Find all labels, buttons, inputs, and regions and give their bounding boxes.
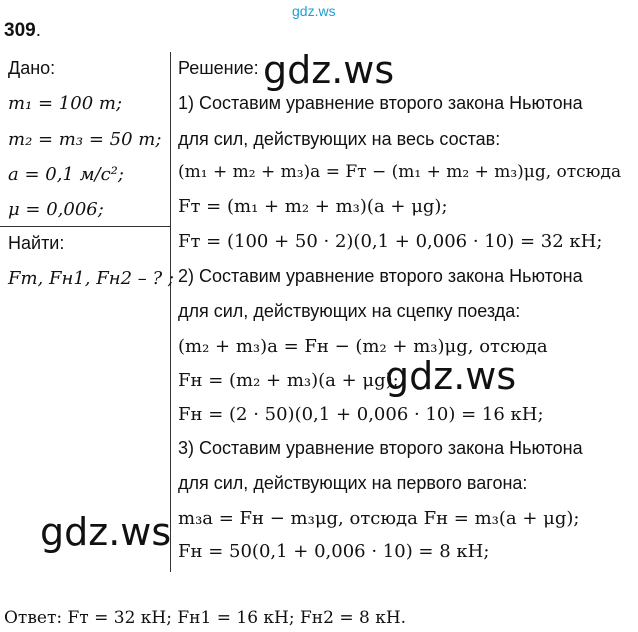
solution-line-4: Fт = (m₁ + m₂ + m₃)(a + μg); [178, 196, 448, 217]
problem-number [4, 20, 41, 42]
solution-line-12: для сил, действующих на первого вагона: [178, 473, 528, 493]
solution-label: Решение: [178, 58, 259, 78]
watermark-2: gdz.ws [385, 354, 517, 398]
solution-line-3: (m₁ + m₂ + m₃)a = Fт − (m₁ + m₂ + m₃)μg, отсюда [178, 162, 622, 182]
given-item-a: a = 0,1 м/с²; [8, 164, 124, 185]
watermark-1: gdz.ws [263, 48, 395, 92]
given-item-mu: μ = 0,006; [8, 199, 104, 220]
solution-line-11: 3) Составим уравнение второго закона Ньютона [178, 438, 583, 458]
solution-line-1: 1) Составим уравнение второго закона Ньютона [178, 93, 583, 113]
given-label: Дано: [8, 58, 56, 78]
solution-line-7: для сил, действующих на сцепку поезда: [178, 301, 521, 321]
solution-line-2: для сил, действующих на весь состав: [178, 129, 501, 149]
find-text: Fт, Fн1, Fн2 – ? ; [8, 268, 174, 289]
solution-line-13: m₃a = Fн − m₃μg, отсюда Fн = m₃(a + μg); [178, 508, 580, 529]
problem-number-suffix: . [35, 20, 41, 41]
given-find-divider [0, 226, 170, 227]
find-label: Найти: [8, 233, 65, 253]
solution-line-8: (m₂ + m₃)a = Fн − (m₂ + m₃)μg, отсюда [178, 336, 548, 357]
problem-number-value: 309 [4, 20, 36, 41]
solution-line-14: Fн = 50(0,1 + 0,006 · 10) = 8 кН; [178, 541, 490, 562]
given-item-m1: m₁ = 100 т; [8, 93, 123, 114]
answer-line: Ответ: Fт = 32 кН; Fн1 = 16 кН; Fн2 = 8 кН. [4, 608, 407, 628]
watermark-top: gdz.ws [292, 3, 336, 19]
solution-line-10: Fн = (2 · 50)(0,1 + 0,006 · 10) = 16 кН; [178, 404, 544, 425]
solution-line-6: 2) Составим уравнение второго закона Ньютона [178, 266, 583, 286]
solution-line-9: Fн = (m₂ + m₃)(a + μg); [178, 370, 399, 391]
given-item-m2-m3: m₂ = m₃ = 50 т; [8, 129, 162, 150]
watermark-3: gdz.ws [40, 510, 172, 554]
column-divider [170, 52, 171, 572]
solution-line-5: Fт = (100 + 50 · 2)(0,1 + 0,006 · 10) = 32 кН; [178, 231, 603, 252]
